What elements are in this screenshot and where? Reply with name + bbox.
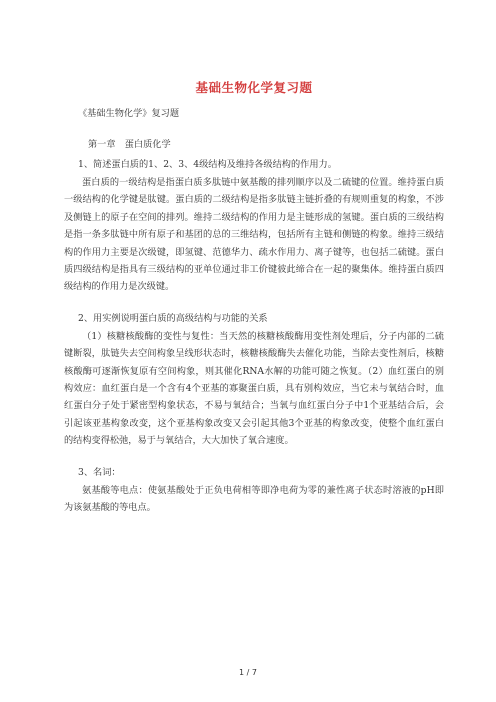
question-3: 3、名词： xyxy=(78,466,121,478)
question-2: 2、用实例说明蛋白质的高级结构与功能的关系 xyxy=(78,312,268,324)
answer-3: 氨基酸等电点：使氨基酸处于正负电荷相等即净电荷为零的兼性离子状态时溶液的pH即为该氨基酸的等电点。 xyxy=(64,484,444,514)
document-subtitle: 《基础生物化学》复习题 xyxy=(78,108,180,119)
page-number: 1 / 7 xyxy=(239,668,257,677)
chapter-heading: 第一章 蛋白质化学 xyxy=(88,139,171,150)
document-title: 基础生物化学复习题 xyxy=(195,80,313,95)
question-1: 1、简述蛋白质的1、2、3、4级结构及维持各级结构的作用力。 xyxy=(78,159,337,170)
answer-1: 蛋白质的一级结构是指蛋白质多肽链中氨基酸的排列顺序以及二硫键的位置。维持蛋白质一级结构的化学键是肽键。蛋白质的二级结构是指多肽链主链折叠的有规则重复的构象，不涉及侧链上的原子在空间的排列。维持二级结构的作用力是主链形成的氢键。蛋白质的三级结构是指一条多肽链中所有原子和基团的总的三维结构，包括所有主链和侧链的构象。维持三级结构的作用力主要是次级键，即氢键、范德华力、疏水作用力、离子键等，也包括二硫键。蛋白质四级结构是指具有三级结构的亚单位通过非工价键彼此缔合在一起的聚集体。维持蛋白质四级结构的作用力是次级键。 xyxy=(64,177,444,293)
answer-2: （1）核糖核酸酶的变性与复性：当天然的核糖核酸酶用变性剂处理后，分子内部的二硫键断裂，肽链失去空间构象呈线形状态时，核糖核酸酶失去催化功能，当除去变性剂后，核糖核酸酶可逐渐恢复原有空间构象，则其催化RNA水解的功能可随之恢复。（2）血红蛋白的别构效应：血红蛋白是一个含有4个亚基的寡聚蛋白质，具有别构效应，当它未与氧结合时，血红蛋白分子处于紧密型构象状态，不易与氧结合；当氧与血红蛋白分子中1个亚基结合后，会引起该亚基构象改变，这个亚基构象改变又会引起其他3个亚基的构象改变，使整个血红蛋白的结构变得松弛，易于与氧结合，大大加快了氧合速度。 xyxy=(64,330,444,447)
